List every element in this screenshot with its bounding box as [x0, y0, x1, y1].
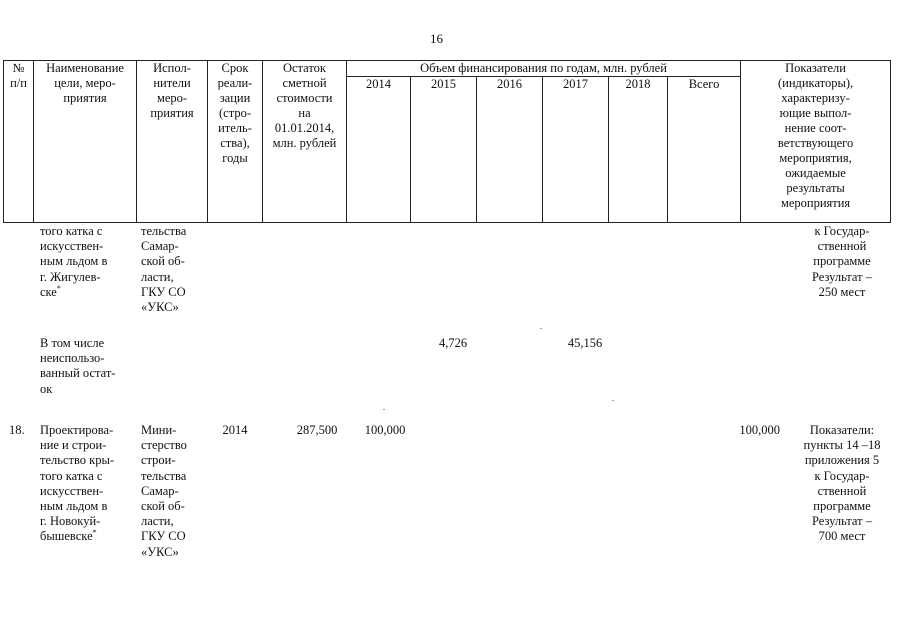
cont-indicators: к Государ- ственной программе Результат – 250 мест [811, 224, 872, 299]
unused-2015: 4,726 [438, 336, 468, 350]
header-year-2017: 2017 [543, 77, 609, 223]
row18-term: 2014 [222, 423, 248, 437]
header-year-2015: 2015 [411, 77, 477, 223]
header-term: Срок реали- зации (стро- итель- ства), годы [208, 61, 263, 223]
header-executors: Испол- нители меро- приятия [137, 61, 208, 223]
row18-footnote-mark: * [92, 528, 97, 538]
scan-speck [540, 328, 542, 329]
row18-remainder: 287,500 [296, 423, 338, 437]
header-remainder: Остаток сметной стоимости на 01.01.2014, млн. рублей [263, 61, 347, 223]
unused-name: В том числе неиспользо- ванный остат- ок [40, 336, 116, 396]
header-table [3, 60, 891, 223]
header-year-2016: 2016 [477, 77, 543, 223]
header-name: Наименование цели, меро- приятия [34, 61, 137, 223]
scan-speck [612, 400, 614, 401]
header-financing: Объем финансирования по годам, млн. рублей [347, 61, 741, 77]
header-indicators: Показатели (индикаторы), характеризу- ющие выпол- нение соот- ветствующего мероприятия, ожидаемые результаты мероприятия [741, 61, 891, 223]
row18-name-text: Проектирова- ние и строи- тельство кры- того катка с искусствен- ным льдом в г. Новокуй- бышевске [40, 423, 115, 544]
page-number: 16 [430, 31, 443, 46]
cont-footnote-mark: * [56, 283, 61, 293]
row18-num: 18. [9, 423, 25, 437]
header-num: № п/п [4, 61, 34, 223]
header-year-2014: 2014 [347, 77, 411, 223]
row18-2014: 100,000 [364, 423, 406, 437]
row18-executors: Мини- стерство строи- тельства Самар- ской об- ласти, ГКУ СО «УКС» [141, 423, 187, 559]
header-year-2018: 2018 [609, 77, 668, 223]
cont-executors: тельства Самар- ской об- ласти, ГКУ СО «УКС» [141, 224, 187, 315]
cont-name-text: того катка с искусствен- ным льдом в г. Жигулев- ске [40, 224, 108, 299]
row18-total: 100,000 [739, 423, 780, 437]
row18-name [40, 423, 140, 545]
header-year-total: Всего [668, 77, 741, 223]
row18-indicators: Показатели: пункты 14 –18 приложения 5 к Государ- ственной программе Результат – 700 мест [803, 423, 881, 544]
cont-name [40, 224, 140, 300]
scan-speck [383, 409, 385, 410]
unused-2017: 45,156 [567, 336, 603, 350]
